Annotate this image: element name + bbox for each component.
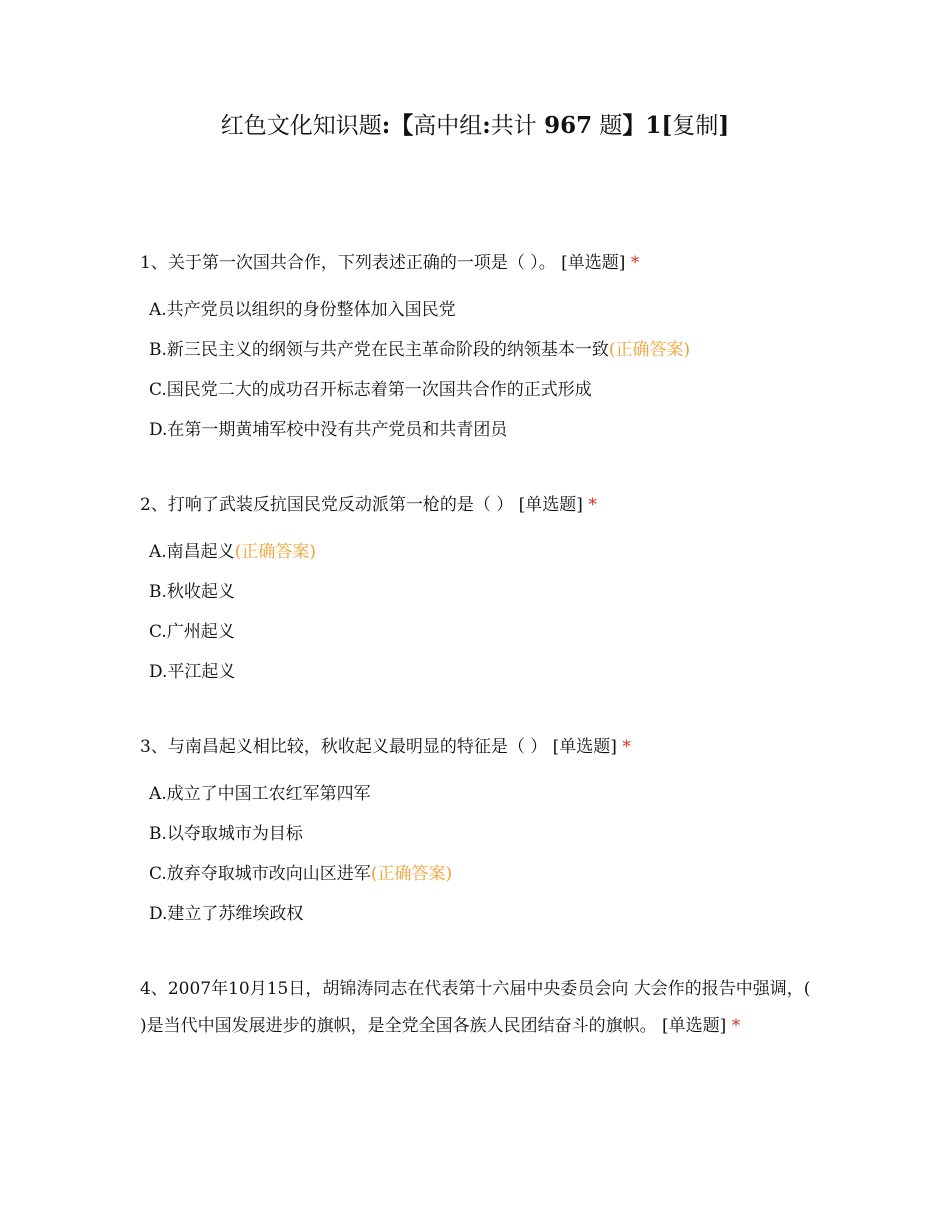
question-stem: 1、关于第一次国共合作，下列表述正确的一项是（ ）。 [单选题] * xyxy=(140,253,640,273)
option-a[interactable]: A.成立了中国工农红军第四军 xyxy=(149,784,371,804)
question-type-label: [单选题] xyxy=(518,495,583,515)
correct-answer-mark: (正确答案) xyxy=(370,864,453,884)
option-d[interactable]: D.建立了苏维埃政权 xyxy=(149,904,304,924)
options-list xyxy=(140,532,820,692)
question-2 xyxy=(140,487,820,692)
option-b[interactable]: B.以夺取城市为目标 xyxy=(149,824,303,844)
option-c[interactable]: C.国民党二大的成功召开标志着第一次国共合作的正式形成 xyxy=(149,380,592,400)
correct-answer-mark: (正确答案) xyxy=(608,340,691,360)
question-stem: 2、打响了武装反抗国民党反动派第一枪的是（ ） [单选题] * xyxy=(140,495,597,515)
option-c[interactable]: C.广州起义 xyxy=(149,622,235,642)
question-4 xyxy=(140,971,820,1045)
question-type-label: [单选题] xyxy=(561,253,626,273)
option-c[interactable]: C.放弃夺取城市改向山区进军(正确答案) xyxy=(149,864,453,884)
page-title: 红色文化知识题:【高中组:共计 967 题】1[复制] xyxy=(220,112,730,139)
question-1 xyxy=(140,245,820,450)
option-b[interactable]: B.秋收起义 xyxy=(149,582,235,602)
correct-answer-mark: (正确答案) xyxy=(234,542,316,562)
required-marker: * xyxy=(731,1016,741,1036)
option-d[interactable]: D.在第一期黄埔军校中没有共产党员和共青团员 xyxy=(149,420,508,440)
option-a[interactable]: A.南昌起义(正确答案) xyxy=(149,542,316,562)
required-marker: * xyxy=(622,737,631,757)
required-marker: * xyxy=(588,495,597,515)
options-list xyxy=(140,774,820,934)
question-type-label: [单选题] xyxy=(552,737,617,757)
question-stem: 4、2007年10月15日，胡锦涛同志在代表第十六届中央委员会向 大会作的报告中强调，( )是当代中国发展进步的旗帜，是全党全国各族人民团结奋斗的旗帜。 [单选题] * xyxy=(140,979,811,1036)
question-type-label: [单选题] xyxy=(662,1016,727,1036)
options-list xyxy=(140,290,820,450)
option-d[interactable]: D.平江起义 xyxy=(149,662,236,682)
option-b[interactable]: B.新三民主义的纲领与共产党在民主革命阶段的纳领基本一致(正确答案) xyxy=(149,340,691,360)
question-stem: 3、与南昌起义相比较，秋收起义最明显的特征是（ ） [单选题] * xyxy=(140,737,631,757)
required-marker: * xyxy=(630,253,640,273)
question-3 xyxy=(140,729,820,934)
option-a[interactable]: A.共产党员以组织的身份整体加入国民党 xyxy=(149,300,456,320)
